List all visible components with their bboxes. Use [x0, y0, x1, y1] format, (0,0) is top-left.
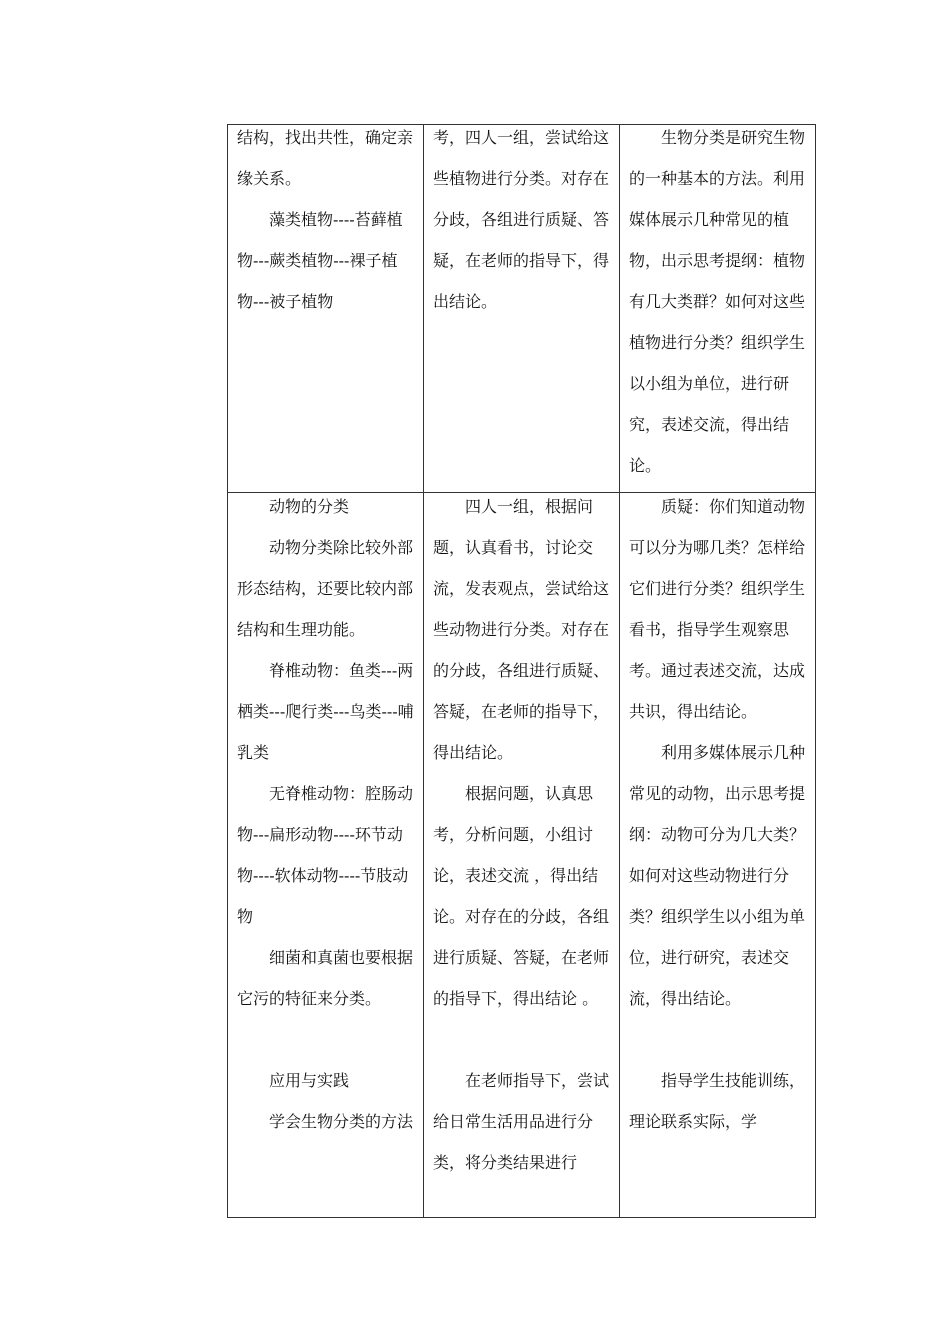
row1-student-activity-cell — [433, 117, 613, 322]
paragraph: 藻类植物----苔藓植物---蕨类植物---裸子植物---被子植物 — [237, 210, 403, 311]
lesson-table — [227, 124, 816, 1218]
paragraph: 应用与实践 — [269, 1071, 350, 1090]
row1-teacher-activity-cell — [629, 117, 809, 486]
paragraph: 无脊椎动物：腔肠动物---扁形动物----环节动物----软体动物----节肢动物 — [237, 784, 414, 926]
paragraph: 脊椎动物：鱼类---两栖类---爬行类---鸟类---哺乳类 — [237, 661, 414, 762]
paragraph: 四人一组，根据问题，认真看书，讨论交流，发表观点，尝试给这些动物进行分类。对存在的分歧，各组进行质疑、答疑，在老师的指导下，得出结论。 — [433, 497, 610, 762]
paragraph: 根据问题，认真思考，分析问题，小组讨论，表述交流 ，得出结论。对存在的分歧，各组进行质疑、答疑，在老师的指导下，得出结论 。 — [433, 784, 610, 1008]
paragraph: 生物分类是研究生物的一种基本的方法。利用媒体展示几种常见的植物，出示思考提纲：植物有几大类群？如何对这些植物进行分类？组织学生以小组为单位，进行研究，表述交流，得出结论。 — [629, 128, 806, 475]
paragraph: 动物分类除比较外部形态结构，还要比较内部结构和生理功能。 — [237, 538, 414, 639]
row2-teacher-activity-cell — [629, 486, 809, 1142]
paragraph: 细菌和真菌也要根据它污的特征来分类。 — [237, 948, 414, 1008]
paragraph: 利用多媒体展示几种常见的动物，出示思考提纲：动物可分为几大类？如何对这些动物进行分类？组织学生以小组为单位，进行研究，表述交流，得出结论。 — [629, 743, 806, 1008]
paragraph: 学会生物分类的方法 — [269, 1112, 414, 1131]
paragraph: 指导学生技能训练，理论联系实际，学 — [629, 1071, 806, 1131]
paragraph: 质疑：你们知道动物可以分为哪几类？怎样给它们进行分类？组织学生看书，指导学生观察思考。通过表述交流，达成共识，得出结论。 — [629, 497, 806, 721]
paragraph: 考，四人一组，尝试给这些植物进行分类。对存在分歧，各组进行质疑、答疑，在老师的指导下，得出结论。 — [433, 128, 610, 311]
paragraph: 结构，找出共性，确定亲缘关系。 — [237, 128, 414, 188]
row2-content-cell — [237, 486, 417, 1142]
column-divider — [619, 125, 620, 1217]
paragraph: 在老师指导下，尝试给日常生活用品进行分类，将分类结果进行 — [433, 1071, 610, 1172]
column-divider — [423, 125, 424, 1217]
row1-content-cell — [237, 117, 417, 322]
row2-student-activity-cell — [433, 486, 613, 1183]
paragraph: 动物的分类 — [269, 497, 350, 516]
